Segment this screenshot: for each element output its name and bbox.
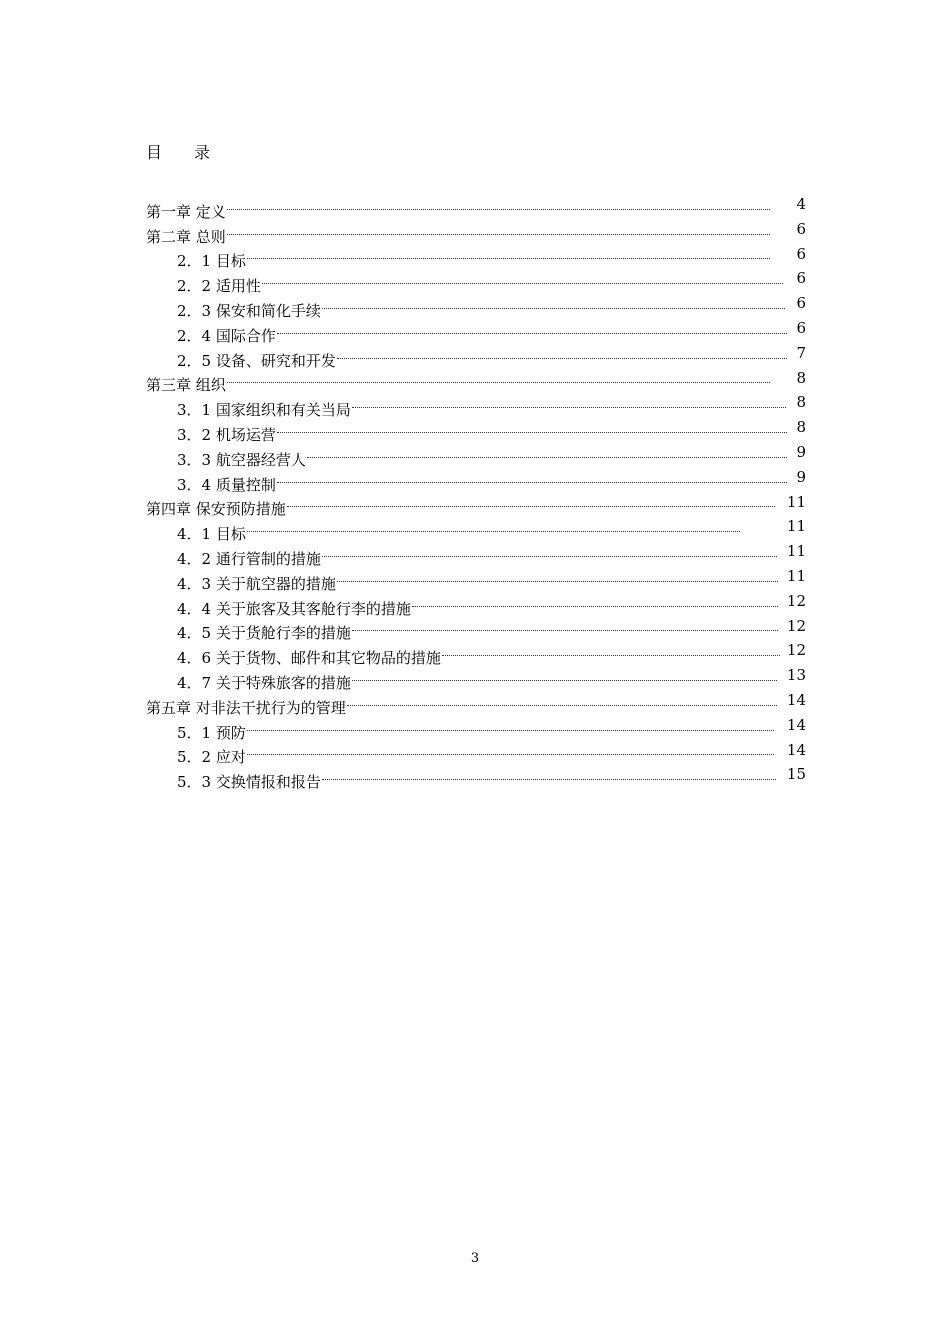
toc-entry-label: 第五章 对非法干扰行为的管理: [146, 698, 346, 717]
toc-entry-page: 13: [786, 666, 806, 685]
toc-dot-leader: [322, 291, 785, 316]
toc-row[interactable]: [0, 192, 950, 221]
toc-row[interactable]: [0, 440, 950, 469]
toc-entry-page: 6: [796, 294, 806, 313]
toc-entry-page: 8: [796, 393, 806, 412]
page-number: 3: [470, 1251, 480, 1266]
toc-row[interactable]: [0, 589, 950, 618]
toc-row[interactable]: [0, 614, 950, 643]
toc-list: [0, 192, 950, 792]
toc-entry-label: 4．4 关于旅客及其客舱行李的措施: [177, 599, 411, 618]
toc-row[interactable]: [0, 242, 950, 271]
toc-entry-page: 11: [786, 566, 806, 585]
toc-entry-page: 14: [786, 740, 806, 759]
toc-row[interactable]: [0, 564, 950, 593]
toc-entry-label: 第三章 组织: [146, 376, 226, 395]
toc-entry-page: 6: [796, 269, 806, 288]
toc-entry-label: 4．3 关于航空器的措施: [177, 574, 336, 593]
toc-entry-label: 2．4 国际合作: [177, 326, 276, 345]
toc-dot-leader: [247, 713, 774, 738]
toc-entry-label: 2．5 设备、研究和开发: [177, 351, 336, 370]
toc-dot-leader: [322, 762, 776, 787]
toc-entry-label: 第一章 定义: [146, 202, 226, 221]
toc-row[interactable]: [0, 316, 950, 345]
toc-dot-leader: [287, 490, 775, 515]
toc-dot-leader: [277, 465, 787, 490]
toc-entry-page: 6: [796, 318, 806, 337]
toc-row[interactable]: [0, 366, 950, 395]
toc-entry-label: 3．2 机场运营: [177, 425, 276, 444]
toc-row[interactable]: [0, 539, 950, 568]
toc-dot-leader: [352, 663, 777, 688]
toc-dot-leader: [442, 638, 780, 663]
toc-entry-label: 第四章 保安预防措施: [146, 500, 286, 519]
toc-entry-label: 2．1 目标: [177, 252, 246, 271]
toc-dot-leader: [352, 390, 786, 415]
toc-dot-leader: [337, 341, 787, 366]
toc-entry-page: 6: [796, 244, 806, 263]
toc-dot-leader: [262, 266, 783, 291]
toc-entry-page: 14: [786, 690, 806, 709]
toc-row[interactable]: [0, 415, 950, 444]
toc-row[interactable]: [0, 465, 950, 494]
toc-entry-label: 4．2 通行管制的措施: [177, 549, 321, 568]
toc-dot-leader: [322, 539, 777, 564]
toc-entry-page: 6: [796, 219, 806, 238]
toc-dot-leader: [347, 688, 777, 713]
toc-dot-leader: [247, 738, 774, 763]
toc-dot-leader: [227, 217, 770, 242]
toc-entry-label: 2．3 保安和简化手续: [177, 301, 321, 320]
toc-entry-page: 11: [786, 492, 806, 511]
toc-dot-leader: [247, 242, 770, 267]
toc-row[interactable]: [0, 390, 950, 420]
toc-entry-label: 第二章 总则: [146, 227, 226, 246]
toc-dot-leader: [352, 614, 778, 639]
toc-entry-page: 11: [786, 517, 806, 536]
toc-row[interactable]: [0, 217, 950, 246]
toc-entry-label: 4．7 关于特殊旅客的措施: [177, 673, 351, 692]
toc-entry-page: 4: [796, 195, 806, 213]
toc-dot-leader: [227, 366, 770, 391]
toc-dot-leader: [247, 514, 740, 539]
toc-row[interactable]: [0, 638, 950, 668]
toc-entry-page: 12: [786, 641, 806, 660]
toc-entry-page: 8: [796, 418, 806, 437]
toc-entry[interactable]: [177, 762, 776, 795]
toc-entry-label: 2．2 适用性: [177, 277, 261, 296]
toc-dot-leader: [277, 415, 787, 440]
toc-dot-leader: [337, 564, 778, 589]
toc-row[interactable]: [0, 762, 950, 792]
toc-row[interactable]: [0, 341, 950, 370]
toc-row[interactable]: [0, 490, 950, 519]
toc-entry-page: 9: [796, 467, 806, 486]
toc-entry-page: 12: [786, 591, 806, 610]
toc-row[interactable]: [0, 738, 950, 767]
toc-entry-page: 11: [786, 542, 806, 561]
toc-row[interactable]: [0, 514, 950, 544]
toc-entry-label: 3．4 质量控制: [177, 475, 276, 494]
toc-row[interactable]: [0, 713, 950, 742]
toc-entry-label: 5．3 交换情报和报告: [177, 773, 321, 792]
toc-row[interactable]: [0, 663, 950, 692]
toc-row[interactable]: [0, 291, 950, 320]
toc-entry-label: 3．3 航空器经营人: [177, 450, 306, 469]
toc-entry-label: 5．2 应对: [177, 748, 246, 767]
toc-dot-leader: [307, 440, 787, 465]
toc-entry-label: 4．6 关于货物、邮件和其它物品的措施: [177, 649, 441, 668]
toc-entry-page: 9: [796, 442, 806, 461]
toc-entry-label: 3．1 国家组织和有关当局: [177, 401, 351, 420]
toc-dot-leader: [227, 192, 770, 217]
toc-entry-page: 14: [786, 715, 806, 734]
toc-entry-label: 4．5 关于货舱行李的措施: [177, 624, 351, 643]
toc-entry-page: 15: [786, 765, 806, 784]
toc-entry-page: 7: [796, 343, 806, 362]
toc-dot-leader: [277, 316, 787, 341]
toc-entry-label: 4．1 目标: [177, 525, 246, 544]
toc-row[interactable]: [0, 688, 950, 717]
toc-entry-page: 12: [786, 616, 806, 635]
toc-entry-label: 5．1 预防: [177, 723, 246, 742]
toc-row[interactable]: [0, 266, 950, 296]
toc-dot-leader: [412, 589, 778, 614]
toc-title: 目 录: [146, 143, 211, 162]
toc-entry-page: 8: [796, 368, 806, 387]
